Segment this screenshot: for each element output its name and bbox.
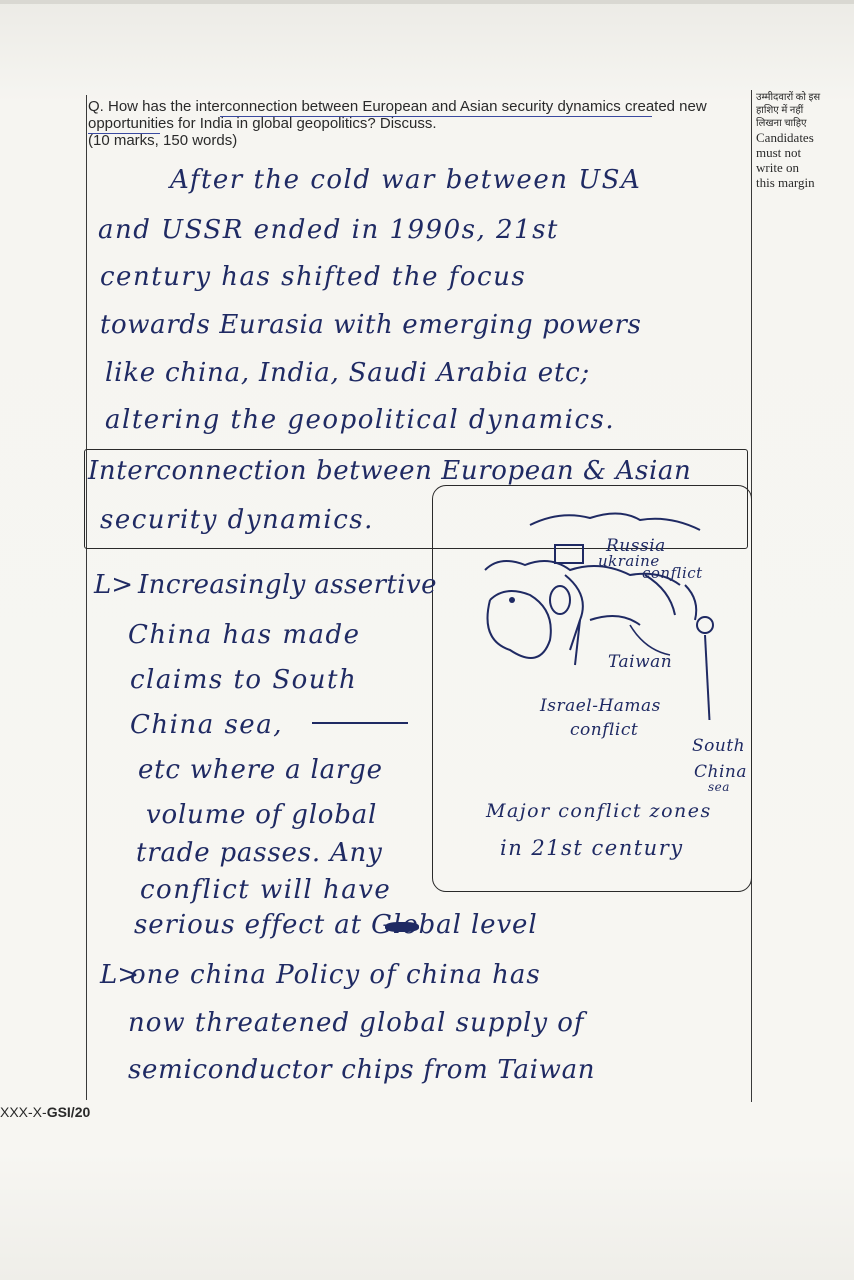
page-top-edge xyxy=(0,0,854,4)
map-label-russia: Russia xyxy=(606,536,666,556)
point1-line: serious effect at Global level xyxy=(134,910,538,940)
map-caption-line: in 21st century xyxy=(500,836,684,860)
question-marks: (10 marks, 150 words) xyxy=(88,132,238,149)
map-label-ukraine: ukraine xyxy=(598,552,660,570)
point1-line: volume of global xyxy=(146,800,378,830)
question-block xyxy=(88,98,738,149)
map-label-sea: sea xyxy=(708,780,730,794)
margin-english-line: write on xyxy=(756,160,799,175)
map-label-china: China xyxy=(694,762,747,782)
margin-english-line: Candidates xyxy=(756,130,814,145)
question-text: Q. How has the interconnection between European and Asian security dynamics created new opportunities for India in global geopolitics? Discuss. xyxy=(88,98,707,132)
point2-line: one china Policy of china has xyxy=(130,960,541,990)
point1-line: etc where a large xyxy=(138,755,383,785)
left-margin-rule xyxy=(86,95,87,1100)
bullet-arrow: L> xyxy=(94,570,134,600)
margin-english-line: must not xyxy=(756,145,802,160)
margin-english-line: this margin xyxy=(756,175,815,190)
map-label-taiwan: Taiwan xyxy=(608,652,673,672)
footer-prefix: XXX-X- xyxy=(0,1104,47,1120)
intro-line: like china, India, Saudi Arabia etc; xyxy=(105,358,591,388)
point1-line: Increasingly assertive xyxy=(138,570,437,600)
point2-line: semiconductor chips from Taiwan xyxy=(128,1055,596,1085)
heading-line: security dynamics. xyxy=(100,505,374,535)
intro-line: altering the geopolitical dynamics. xyxy=(105,405,616,435)
margin-instruction xyxy=(756,91,852,190)
question-underline-1 xyxy=(220,116,652,117)
point1-line: conflict will have xyxy=(140,875,392,905)
page-footer-code xyxy=(0,1104,90,1120)
point1-line: China has made xyxy=(128,620,361,650)
intro-line: towards Eurasia with emerging powers xyxy=(100,310,642,340)
margin-hindi-line: लिखना चाहिए xyxy=(756,118,807,129)
point1-line: China sea, xyxy=(130,710,283,740)
point1-line: claims to South xyxy=(130,665,358,695)
question-underline-2 xyxy=(88,133,160,134)
map-caption-line: Major conflict zones xyxy=(486,800,712,822)
point2-line: now threatened global supply of xyxy=(128,1008,585,1038)
intro-line: century has shifted the focus xyxy=(100,262,527,292)
point1-line: trade passes. Any xyxy=(136,838,383,868)
world-map-sketch xyxy=(470,500,750,720)
map-label-south: South xyxy=(692,736,746,756)
heading-line: Interconnection between European & Asian xyxy=(88,456,692,486)
map-label-conflict: conflict xyxy=(642,564,703,582)
map-label-conflict: conflict xyxy=(570,720,639,740)
map-label-israel-hamas: Israel-Hamas xyxy=(540,696,661,716)
margin-hindi-line: उम्मीदवारों को इस xyxy=(756,92,821,103)
strikethrough-mark xyxy=(312,722,408,724)
intro-line: and USSR ended in 1990s, 21st xyxy=(98,215,559,245)
footer-code: GSI/20 xyxy=(46,1104,91,1120)
intro-line: After the cold war between USA xyxy=(170,165,642,195)
margin-hindi-line: हाशिए में नहीं xyxy=(756,105,804,116)
bullet-arrow: L> xyxy=(100,960,140,990)
